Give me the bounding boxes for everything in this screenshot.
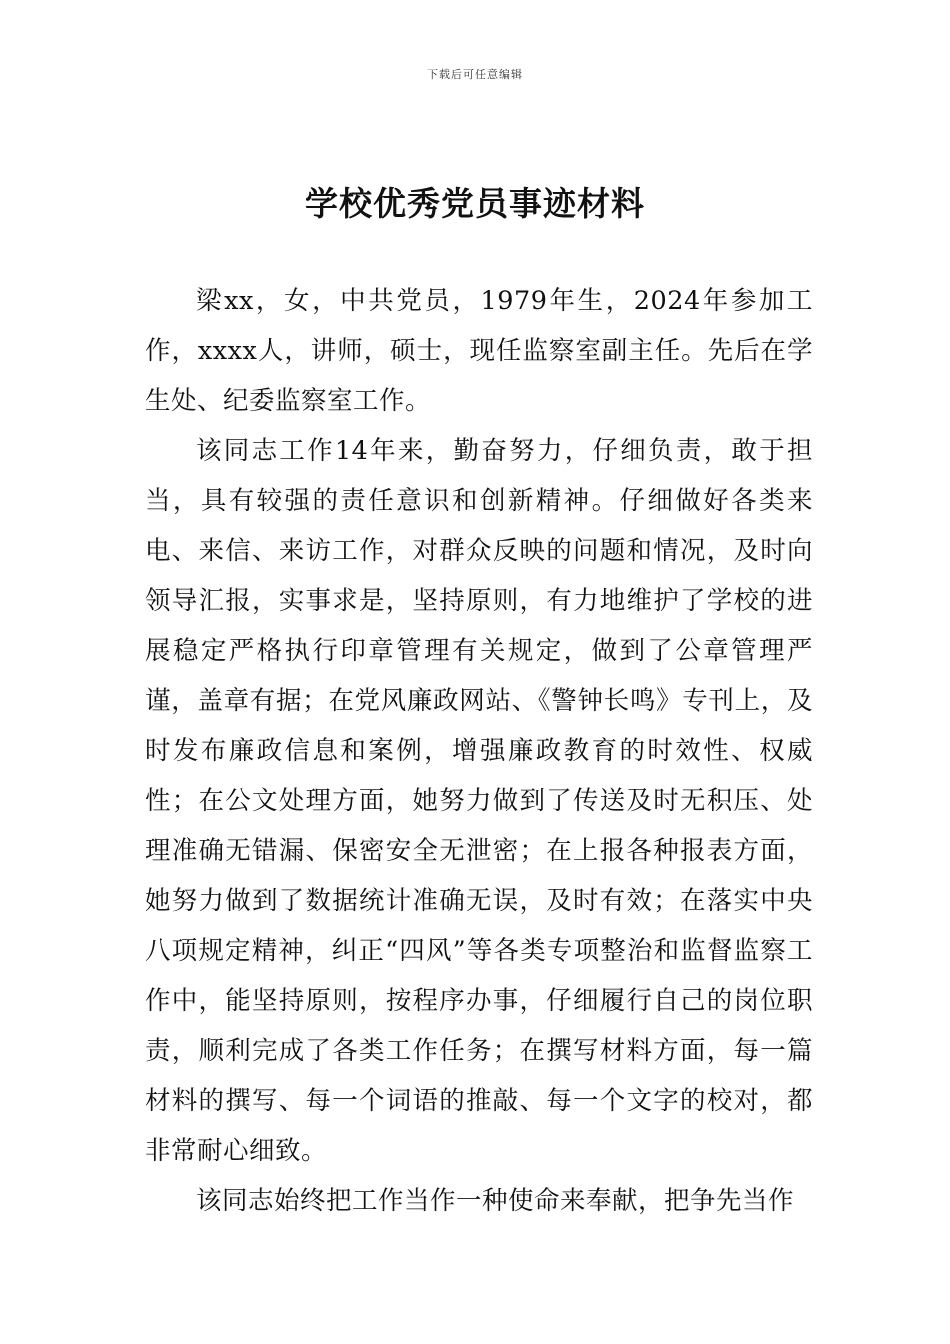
paragraph-work-record: 该同志工作14年来，勤奋努力，仔细负责，敢于担当，具有较强的责任意识和创新精神。仔细做好各类来电、来信、来访工作，对群众反映的问题和情况，及时向领导汇报，实事求是，坚持原则，有力地维护了学校的进展稳定严格执行印章管理有关规定，做到了公章管理严谨，盖章有据；在党风廉政网站、《警钟长鸣》专刊上，及时发布廉政信息和案例，增强廉政教育的时效性、权威性；在公文处理方面，她努力做到了传送及时无积压、处理准确无错漏、保密安全无泄密；在上报各种报表方面，她努力做到了数据统计准确无误，及时有效；在落实中央八项规定精神，纠正“四风”等各类专项整治和监督监察工作中，能坚持原则，按程序办事，仔细履行自己的岗位职责，顺利完成了各类工作任务；在撰写材料方面，每一篇材料的撰写、每一个词语的推敲、每一个文字的校对，都非常耐心细致。: [145, 436, 813, 1166]
paragraph-intro: 梁xx，女，中共党员，1979年生，2024年参加工作，xxxx人，讲师，硕士，现任监察室副主任。先后在学生处、纪委监察室工作。: [145, 286, 813, 416]
document-body: [145, 276, 813, 1226]
header-note: 下载后可任意编辑: [427, 68, 523, 81]
document-title: 学校优秀党员事迹材料: [305, 184, 645, 223]
paragraph-dedication: 该同志始终把工作当作一种使命来奉献，把争先当作: [196, 1186, 795, 1216]
